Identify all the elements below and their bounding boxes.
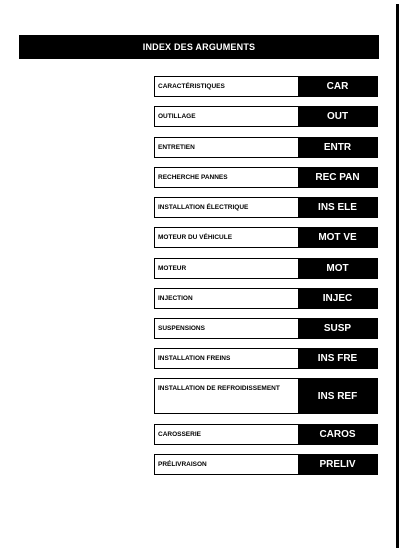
entry-code-button[interactable]: INS REF bbox=[298, 379, 377, 413]
index-entry-installation-refroidissement[interactable] bbox=[154, 378, 378, 414]
entry-code-button[interactable]: CAROS bbox=[298, 425, 377, 444]
entry-code-button[interactable]: MOT VE bbox=[298, 228, 377, 247]
index-entry-injection[interactable] bbox=[154, 288, 378, 309]
index-title-bar bbox=[19, 35, 379, 59]
entry-label: SUSPENSIONS bbox=[158, 325, 205, 332]
entry-code-button[interactable]: INS ELE bbox=[298, 198, 377, 217]
index-entry-carosserie[interactable] bbox=[154, 424, 378, 445]
entry-code-button[interactable]: ENTR bbox=[298, 138, 377, 157]
index-entry-moteur-du-vehicule[interactable] bbox=[154, 227, 378, 248]
index-entry-suspensions[interactable] bbox=[154, 318, 378, 339]
entry-label: INSTALLATION ÉLECTRIQUE bbox=[158, 204, 249, 211]
entry-code-button[interactable]: CAR bbox=[298, 77, 377, 96]
entry-code-button[interactable]: INS FRE bbox=[298, 349, 377, 368]
index-entry-entretien[interactable] bbox=[154, 137, 378, 158]
entry-label: OUTILLAGE bbox=[158, 113, 196, 120]
entry-code-button[interactable]: PRELIV bbox=[298, 455, 377, 474]
entry-label: CARACTÉRISTIQUES bbox=[158, 83, 225, 90]
entry-code-button[interactable]: REC PAN bbox=[298, 168, 377, 187]
entry-label: INSTALLATION DE REFROIDISSEMENT bbox=[158, 385, 280, 392]
entry-label: MOTEUR DU VÉHICULE bbox=[158, 234, 233, 241]
index-title: INDEX DES ARGUMENTS bbox=[142, 42, 256, 52]
entry-code-button[interactable]: MOT bbox=[298, 259, 377, 278]
entry-code-button[interactable]: OUT bbox=[298, 107, 377, 126]
page-right-rule bbox=[396, 4, 399, 548]
entry-label: CAROSSERIE bbox=[158, 431, 201, 438]
entry-label: INSTALLATION FREINS bbox=[158, 355, 231, 362]
entry-label: PRÉLIVRAISON bbox=[158, 461, 207, 468]
index-entry-caracteristiques[interactable] bbox=[154, 76, 378, 97]
entry-label: INJECTION bbox=[158, 295, 193, 302]
entry-label: MOTEUR bbox=[158, 265, 187, 272]
index-entry-installation-electrique[interactable] bbox=[154, 197, 378, 218]
entry-label: ENTRETIEN bbox=[158, 144, 195, 151]
index-entry-recherche-pannes[interactable] bbox=[154, 167, 378, 188]
entry-code-button[interactable]: INJEC bbox=[298, 289, 377, 308]
entry-code-button[interactable]: SUSP bbox=[298, 319, 377, 338]
entry-label: RECHERCHE PANNES bbox=[158, 174, 228, 181]
index-entry-outillage[interactable] bbox=[154, 106, 378, 127]
index-entry-prelivraison[interactable] bbox=[154, 454, 378, 475]
index-entry-installation-freins[interactable] bbox=[154, 348, 378, 369]
index-entry-moteur[interactable] bbox=[154, 258, 378, 279]
